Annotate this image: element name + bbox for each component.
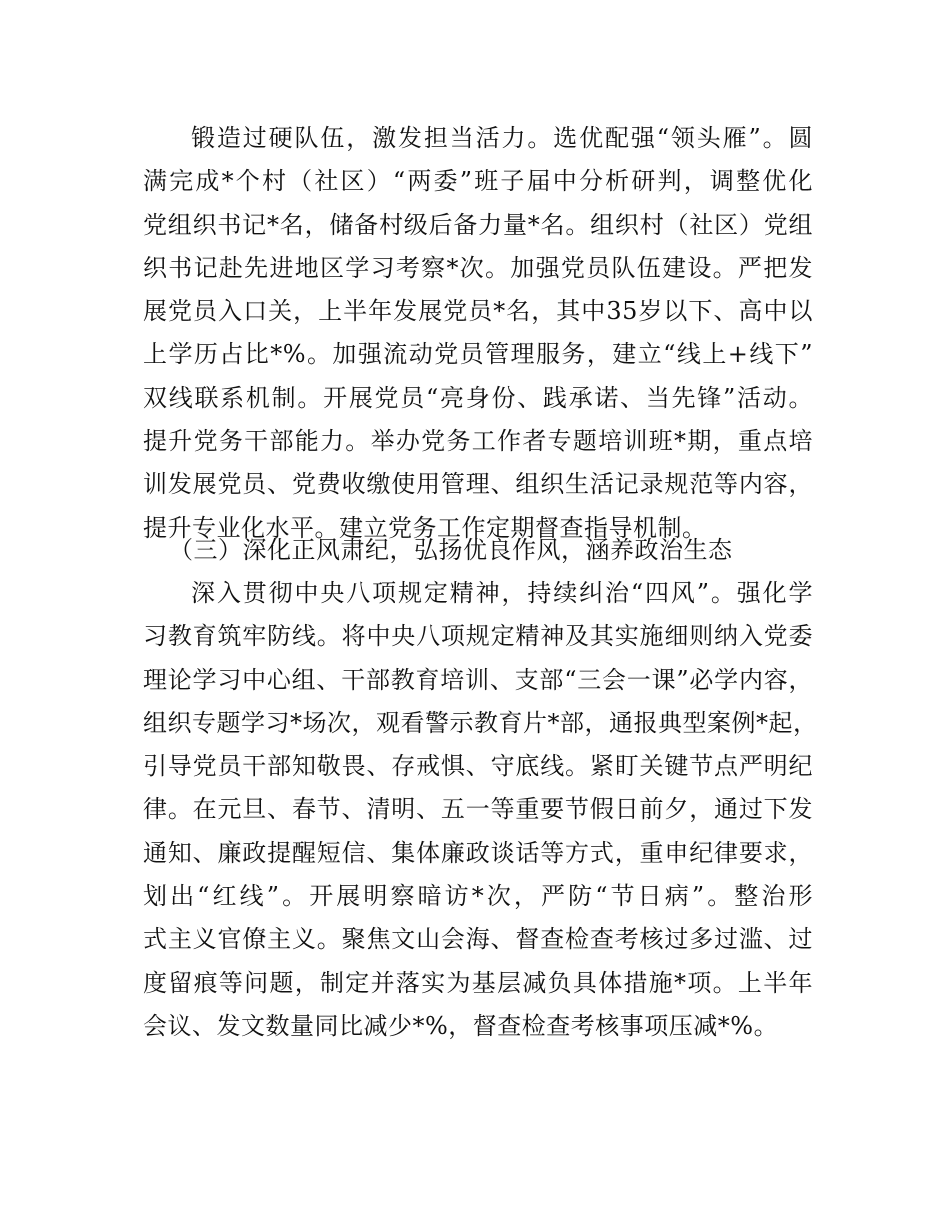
- paragraph-line: 满完成*个村（社区）“两委”班子届中分析研判，调整优化: [143, 167, 813, 196]
- section-heading-text: （三）深化正风肃纪，弘扬优良作风，涵养政治生态: [169, 536, 733, 564]
- paragraph-discipline: [143, 572, 818, 1048]
- paragraph-line: 律。在元旦、春节、清明、五一等重要节假日前夕，通过下发: [143, 795, 813, 824]
- paragraph-line: 划出“红线”。开展明察暗访*次，严防“节日病”。整治形: [143, 882, 813, 911]
- paragraph-line: 展党员入口关，上半年发展党员*名，其中35岁以下、高中以: [143, 297, 813, 326]
- section-heading-3: [143, 529, 813, 572]
- paragraph-line: 锻造过硬队伍，激发担当活力。选优配强“领头雁”。圆: [191, 124, 813, 152]
- paragraph-team-building: [143, 117, 813, 550]
- paragraph-line: 组织专题学习*场次，观看警示教育片*部，通报典型案例*起，: [143, 708, 818, 737]
- paragraph-line: 式主义官僚主义。聚焦文山会海、督查检查考核过多过滥、过: [143, 925, 813, 954]
- paragraph-line: 引导党员干部知敬畏、存戒惧、守底线。紧盯关键节点严明纪: [143, 752, 813, 781]
- paragraph-line: 理论学习中心组、干部教育培训、支部“三会一课”必学内容，: [143, 665, 813, 694]
- paragraph-line: 习教育筑牢防线。将中央八项规定精神及其实施细则纳入党委: [143, 622, 813, 651]
- paragraph-line: 提升专业化水平。建立党务工作定期督查指导机制。: [143, 513, 707, 542]
- paragraph-line: 会议、发文数量同比减少*%，督查检查考核事项压减*%。: [143, 1011, 779, 1040]
- paragraph-line: 提升党务干部能力。举办党务工作者专题培训班*期，重点培: [143, 427, 813, 456]
- paragraph-line: 深入贯彻中央八项规定精神，持续纠治“四风”。强化学: [191, 579, 813, 607]
- paragraph-line: 党组织书记*名，储备村级后备力量*名。组织村（社区）党组: [143, 210, 813, 239]
- paragraph-line: 训发展党员、党费收缴使用管理、组织生活记录规范等内容，: [143, 470, 813, 499]
- paragraph-line: 织书记赴先进地区学习考察*次。加强党员队伍建设。严把发: [143, 253, 813, 282]
- paragraph-line: 上学历占比*%。加强流动党员管理服务，建立“线上+线下”: [143, 340, 813, 369]
- paragraph-line: 双线联系机制。开展党员“亮身份、践承诺、当先锋”活动。: [143, 383, 813, 412]
- paragraph-line: 度留痕等问题，制定并落实为基层减负具体措施*项。上半年: [143, 968, 813, 997]
- paragraph-line: 通知、廉政提醒短信、集体廉政谈话等方式，重申纪律要求，: [143, 838, 813, 867]
